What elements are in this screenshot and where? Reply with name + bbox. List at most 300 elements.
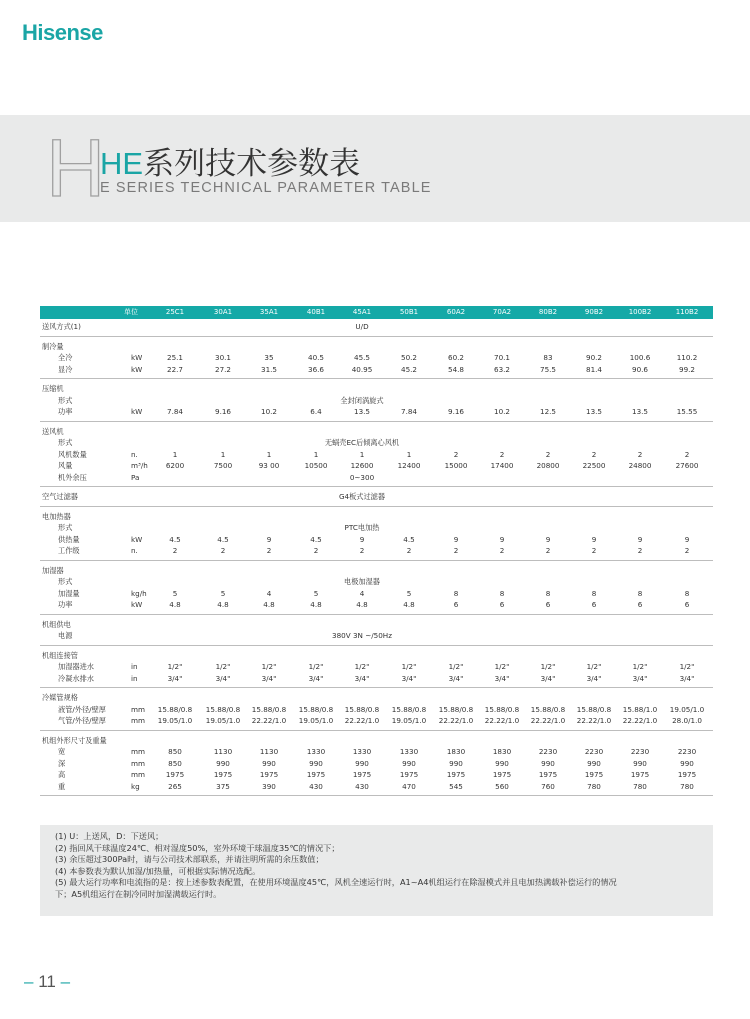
- table-section: [40, 688, 713, 731]
- table-cell: 1975: [213, 770, 233, 779]
- table-cell: 31.5: [260, 364, 278, 374]
- row-label: 气管/外径/壁厚: [58, 716, 106, 725]
- table-cell: 2: [499, 449, 505, 459]
- table-cell: 8: [684, 588, 690, 598]
- table-cell: 35: [264, 353, 274, 362]
- row-label: 形式: [58, 523, 73, 532]
- table-cell: 50.2: [400, 353, 418, 362]
- decorative-letter-h: H: [46, 123, 106, 214]
- row-unit: kW: [131, 407, 143, 416]
- table-cell: 9: [266, 534, 272, 544]
- table-cell: 12.5: [539, 407, 557, 416]
- row-label: 工作级: [58, 546, 80, 555]
- table-row: [40, 588, 713, 600]
- model-header: 45A1: [352, 308, 372, 316]
- table-cell: 24800: [628, 461, 652, 470]
- footnote-line: (4) 本参数表为默认加湿/加热量，可根据实际情况选配。: [55, 865, 261, 876]
- table-cell: 1: [172, 449, 178, 459]
- table-cell: 3/4": [308, 673, 324, 683]
- table-cell: 22.22/1.0: [251, 716, 287, 725]
- table-cell: 2: [266, 546, 272, 555]
- table-cell: 110.2: [676, 353, 698, 362]
- table-cell: 15.88/0.8: [484, 704, 520, 714]
- row-unit: mm: [131, 704, 146, 714]
- table-cell: 9: [453, 534, 459, 544]
- table-cell: 4.5: [310, 534, 322, 544]
- table-cell: 7.84: [166, 407, 184, 416]
- model-header: 70A2: [492, 308, 512, 316]
- table-row: [40, 321, 713, 333]
- table-cell: 45.2: [400, 364, 418, 374]
- table-cell: 560: [495, 781, 509, 791]
- table-cell: 3/4": [494, 673, 510, 683]
- table-cell: 6: [453, 600, 459, 609]
- table-cell: 40.5: [307, 353, 325, 362]
- table-row: [40, 426, 713, 438]
- table-cell: 6: [637, 600, 643, 609]
- table-row: [40, 534, 713, 546]
- table-cell: 1/2": [261, 662, 277, 671]
- table-row: [40, 491, 713, 503]
- table-section: [40, 646, 713, 689]
- table-cell: 1830: [492, 747, 512, 756]
- table-cell: 2230: [677, 747, 697, 756]
- row-label: 机组连接管: [42, 650, 78, 660]
- table-row: [40, 673, 713, 685]
- table-cell: 2: [499, 546, 505, 555]
- table-section: [40, 561, 713, 615]
- table-cell: 2230: [538, 747, 558, 756]
- model-header: 60A2: [446, 308, 466, 316]
- table-cell: 9: [359, 534, 365, 544]
- row-label: 深: [58, 758, 66, 768]
- table-cell: 6: [684, 600, 690, 609]
- table-cell: 45.5: [353, 353, 371, 362]
- title-series-code: HE: [100, 146, 144, 181]
- table-cell: 5: [313, 588, 319, 598]
- row-label: 电源: [58, 631, 73, 640]
- table-cell: 9: [499, 534, 505, 544]
- table-cell: 1/2": [167, 662, 183, 671]
- table-cell: 990: [402, 758, 416, 768]
- table-cell: 9: [545, 534, 551, 544]
- table-cell: 13.5: [631, 407, 649, 416]
- table-cell: 7.84: [400, 407, 418, 416]
- table-cell: 7500: [213, 461, 233, 470]
- table-cell: 265: [168, 781, 182, 791]
- table-cell: 1975: [165, 770, 185, 779]
- table-cell: 13.5: [353, 407, 371, 416]
- row-unit: in: [131, 673, 138, 683]
- table-cell: 40.95: [351, 364, 373, 374]
- table-cell: 22.22/1.0: [438, 716, 474, 725]
- row-merged-value: U/D: [355, 322, 369, 331]
- row-label: 送风方式(1): [42, 322, 81, 331]
- footnote-line: (5) 最大运行功率和电流指的是：按上述参数表配置，在使用环境温度45℃，风机全速运行时，A1~A4机组运行在除湿模式并且电加热满载补偿运行的情况: [55, 877, 617, 888]
- row-unit: kW: [131, 600, 143, 609]
- table-row: [40, 661, 713, 673]
- table-cell: 8: [545, 588, 551, 598]
- table-section: [40, 487, 713, 507]
- table-cell: 470: [402, 781, 416, 791]
- table-row: [40, 692, 713, 704]
- row-label: 风机数量: [58, 449, 87, 459]
- row-unit: mm: [131, 747, 146, 756]
- footnote-line: (3) 余压超过300Pa时，请与公司技术部联系，并请注明所需的余压数值；: [55, 854, 324, 865]
- table-section: [40, 507, 713, 561]
- table-cell: 60.2: [447, 353, 465, 362]
- table-cell: 22500: [582, 461, 606, 470]
- table-cell: 2: [591, 546, 597, 555]
- table-section: [40, 379, 713, 422]
- table-cell: 850: [168, 758, 182, 768]
- table-cell: 22.22/1.0: [530, 716, 566, 725]
- row-unit: mm: [131, 758, 146, 768]
- table-row: [40, 565, 713, 577]
- table-cell: 2: [637, 546, 643, 555]
- table-cell: 1/2": [448, 662, 464, 671]
- table-cell: 99.2: [678, 364, 696, 374]
- table-cell: 9: [591, 534, 597, 544]
- table-cell: 15.88/0.8: [391, 704, 427, 714]
- table-cell: 1830: [446, 747, 466, 756]
- model-header: 35A1: [259, 308, 279, 316]
- table-cell: 19.05/1.0: [205, 716, 241, 725]
- table-cell: 3/4": [679, 673, 695, 683]
- table-cell: 990: [449, 758, 463, 768]
- page-title: [100, 138, 360, 183]
- table-cell: 15.88/0.8: [157, 704, 193, 714]
- table-body: [40, 319, 713, 796]
- table-cell: 17400: [490, 461, 514, 470]
- row-unit: n.: [131, 546, 138, 555]
- table-cell: 2: [406, 546, 412, 555]
- table-cell: 6: [591, 600, 597, 609]
- row-label: 液管/外径/壁厚: [58, 704, 106, 714]
- row-label: 机外余压: [58, 472, 87, 482]
- table-cell: 1/2": [401, 662, 417, 671]
- row-unit: kg: [131, 781, 140, 791]
- table-cell: 15000: [444, 461, 468, 470]
- table-cell: 990: [541, 758, 555, 768]
- table-cell: 2: [545, 449, 551, 459]
- table-cell: 990: [587, 758, 601, 768]
- table-cell: 1/2": [586, 662, 602, 671]
- table-row: [40, 511, 713, 523]
- table-cell: 19.05/1.0: [669, 704, 705, 714]
- table-cell: 2: [684, 449, 690, 459]
- table-cell: 63.2: [493, 364, 511, 374]
- model-header: 50B1: [399, 308, 419, 316]
- table-cell: 1975: [399, 770, 419, 779]
- row-label: 形式: [58, 395, 73, 405]
- row-label: 机组供电: [42, 619, 71, 629]
- table-cell: 1975: [677, 770, 697, 779]
- table-row: [40, 545, 713, 557]
- table-cell: 990: [633, 758, 647, 768]
- table-cell: 4: [359, 588, 365, 598]
- table-row: [40, 522, 713, 534]
- table-row: [40, 437, 713, 449]
- table-cell: 1975: [352, 770, 372, 779]
- table-cell: 545: [449, 781, 463, 791]
- table-cell: 3/4": [215, 673, 231, 683]
- row-label: 重: [58, 781, 66, 791]
- table-cell: 8: [637, 588, 643, 598]
- table-row: [40, 619, 713, 631]
- table-cell: 19.05/1.0: [298, 716, 334, 725]
- table-cell: 990: [355, 758, 369, 768]
- table-cell: 1: [359, 449, 365, 459]
- row-label: 宽: [58, 747, 66, 756]
- page-number: – 11 –: [24, 972, 71, 991]
- hisense-logo: Hisense: [22, 20, 103, 45]
- table-row: [40, 746, 713, 758]
- table-cell: 1330: [399, 747, 419, 756]
- model-header: 30A1: [213, 308, 233, 316]
- parameter-table: [40, 306, 713, 796]
- table-row: [40, 758, 713, 770]
- table-section: [40, 422, 713, 488]
- table-cell: 15.88/0.8: [251, 704, 287, 714]
- table-cell: 22.22/1.0: [344, 716, 380, 725]
- table-cell: 25.1: [166, 353, 184, 362]
- model-header: 40B1: [306, 308, 326, 316]
- row-label: 冷媒管规格: [42, 693, 78, 702]
- table-cell: 1975: [306, 770, 326, 779]
- row-label: 加湿器: [42, 565, 64, 575]
- table-cell: 4.5: [169, 534, 181, 544]
- table-cell: 1/2": [540, 662, 556, 671]
- table-row: [40, 383, 713, 395]
- table-cell: 2: [637, 449, 643, 459]
- table-cell: 30.1: [214, 353, 232, 362]
- table-cell: 2: [313, 546, 319, 555]
- table-cell: 4.8: [403, 600, 415, 609]
- table-cell: 1975: [446, 770, 466, 779]
- table-cell: 1: [220, 449, 226, 459]
- table-row: [40, 735, 713, 747]
- table-cell: 9.16: [447, 407, 465, 416]
- table-cell: 990: [680, 758, 694, 768]
- table-cell: 15.88/0.8: [344, 704, 380, 714]
- row-unit: kg/h: [131, 588, 147, 598]
- table-cell: 19.05/1.0: [391, 716, 427, 725]
- table-cell: 4.8: [356, 600, 368, 609]
- table-cell: 3/4": [401, 673, 417, 683]
- table-cell: 10500: [304, 461, 328, 470]
- table-cell: 4.5: [403, 534, 415, 544]
- row-unit: in: [131, 662, 138, 671]
- table-cell: 1330: [352, 747, 372, 756]
- row-label: 加湿器进水: [58, 662, 94, 671]
- row-unit: mm: [131, 770, 146, 779]
- table-cell: 1: [406, 449, 412, 459]
- table-cell: 375: [216, 781, 230, 791]
- table-cell: 780: [680, 781, 694, 791]
- row-label: 高: [58, 770, 66, 779]
- table-cell: 1130: [259, 747, 279, 756]
- table-cell: 10.2: [260, 407, 278, 416]
- table-cell: 8: [499, 588, 505, 598]
- table-cell: 850: [168, 747, 182, 756]
- row-unit: n.: [131, 449, 138, 459]
- table-cell: 5: [172, 588, 178, 598]
- table-cell: 4.5: [217, 534, 229, 544]
- table-cell: 1/2": [308, 662, 324, 671]
- row-label: 电加热器: [42, 511, 71, 521]
- page-number-value: 11: [38, 972, 56, 991]
- table-cell: 15.88/0.8: [205, 704, 241, 714]
- row-merged-value: G4板式过滤器: [338, 492, 386, 501]
- table-section: [40, 337, 713, 380]
- row-unit: m³/h: [131, 461, 148, 470]
- table-cell: 54.8: [447, 364, 465, 374]
- table-cell: 1130: [213, 747, 233, 756]
- table-cell: 1/2": [215, 662, 231, 671]
- model-header: 110B2: [675, 308, 699, 316]
- table-cell: 2: [453, 449, 459, 459]
- table-cell: 5: [220, 588, 226, 598]
- row-label: 空气过滤器: [42, 492, 78, 501]
- table-cell: 3/4": [540, 673, 556, 683]
- model-header: 80B2: [538, 308, 558, 316]
- row-label: 供热量: [58, 534, 80, 544]
- table-cell: 430: [309, 781, 323, 791]
- table-row: [40, 449, 713, 461]
- table-header-row: [40, 306, 713, 319]
- table-cell: 1/2": [494, 662, 510, 671]
- table-cell: 3/4": [448, 673, 464, 683]
- table-cell: 15.88/1.0: [622, 704, 658, 714]
- table-cell: 22.22/1.0: [576, 716, 612, 725]
- table-cell: 8: [453, 588, 459, 598]
- table-cell: 3/4": [261, 673, 277, 683]
- table-cell: 10.2: [493, 407, 511, 416]
- table-cell: 4: [266, 588, 272, 598]
- table-cell: 75.5: [539, 364, 557, 374]
- table-cell: 4.8: [310, 600, 322, 609]
- row-merged-value: 电极加湿器: [344, 577, 380, 586]
- row-label: 显冷: [58, 364, 73, 374]
- row-unit: kW: [131, 353, 143, 362]
- table-row: [40, 364, 713, 376]
- table-cell: 83: [543, 353, 553, 362]
- table-cell: 9: [684, 534, 690, 544]
- table-cell: 780: [633, 781, 647, 791]
- table-cell: 93 00: [258, 461, 280, 470]
- row-label: 风量: [58, 461, 73, 470]
- table-cell: 36.6: [307, 364, 325, 374]
- table-row: [40, 630, 713, 642]
- table-cell: 2: [545, 546, 551, 555]
- table-cell: 27600: [675, 461, 699, 470]
- table-row: [40, 406, 713, 418]
- table-cell: 990: [262, 758, 276, 768]
- table-cell: 4.8: [169, 600, 181, 609]
- table-cell: 2: [220, 546, 226, 555]
- table-cell: 13.5: [585, 407, 603, 416]
- table-cell: 15.88/0.8: [576, 704, 612, 714]
- table-cell: 2: [684, 546, 690, 555]
- table-row: [40, 472, 713, 484]
- table-cell: 1/2": [679, 662, 695, 671]
- row-label: 送风机: [42, 426, 64, 436]
- table-cell: 760: [541, 781, 555, 791]
- table-cell: 20800: [536, 461, 560, 470]
- table-cell: 90.6: [631, 364, 649, 374]
- table-cell: 4.8: [217, 600, 229, 609]
- row-unit: kW: [131, 534, 143, 544]
- table-cell: 1975: [538, 770, 558, 779]
- row-label: 形式: [58, 577, 73, 586]
- table-cell: 990: [495, 758, 509, 768]
- row-label: 功率: [58, 600, 73, 609]
- table-cell: 81.4: [585, 364, 603, 374]
- unit-column-header: 单位: [124, 308, 138, 316]
- table-cell: 100.6: [629, 353, 651, 362]
- table-section: [40, 615, 713, 646]
- table-cell: 15.55: [676, 407, 698, 416]
- table-row: [40, 576, 713, 588]
- table-cell: 8: [591, 588, 597, 598]
- row-merged-value: PTC电加热: [344, 523, 380, 532]
- footnote-line: 下；A5机组运行在制冷同时加湿满载运行时。: [55, 889, 222, 899]
- table-row: [40, 352, 713, 364]
- table-cell: 780: [587, 781, 601, 791]
- table-cell: 22.7: [166, 364, 184, 374]
- table-cell: 15.88/0.8: [438, 704, 474, 714]
- table-row: [40, 341, 713, 353]
- row-unit: kW: [131, 364, 143, 374]
- table-row: [40, 395, 713, 407]
- table-row: [40, 599, 713, 611]
- table-cell: 4.8: [263, 600, 275, 609]
- table-cell: 1: [313, 449, 319, 459]
- table-row: [40, 769, 713, 781]
- table-row: [40, 460, 713, 472]
- row-merged-value: 全封闭涡旋式: [340, 395, 384, 405]
- title-text: 系列技术参数表: [143, 146, 361, 182]
- table-row: [40, 781, 713, 793]
- table-cell: 19.05/1.0: [157, 716, 193, 725]
- table-cell: 15.88/0.8: [298, 704, 334, 714]
- table-cell: 1975: [630, 770, 650, 779]
- table-cell: 990: [216, 758, 230, 768]
- row-label: 机组外形尺寸及重量: [42, 735, 107, 745]
- table-cell: 90.2: [585, 353, 603, 362]
- table-cell: 1/2": [354, 662, 370, 671]
- page-subtitle: E SERIES TECHNICAL PARAMETER TABLE: [100, 180, 432, 196]
- table-cell: 6.4: [310, 407, 322, 416]
- row-label: 全冷: [58, 353, 73, 362]
- model-header: 25C1: [165, 308, 185, 316]
- table-cell: 2230: [584, 747, 604, 756]
- table-row: [40, 704, 713, 716]
- table-row: [40, 715, 713, 727]
- table-cell: 2230: [630, 747, 650, 756]
- table-cell: 3/4": [632, 673, 648, 683]
- row-merged-value: 380V 3N ~/50Hz: [332, 631, 392, 640]
- table-cell: 390: [262, 781, 276, 791]
- table-section: [40, 319, 713, 337]
- table-cell: 2: [591, 449, 597, 459]
- table-cell: 22.22/1.0: [484, 716, 520, 725]
- table-cell: 3/4": [167, 673, 183, 683]
- row-unit: mm: [131, 716, 146, 725]
- row-label: 制冷量: [42, 341, 64, 351]
- row-label: 加湿量: [58, 588, 80, 598]
